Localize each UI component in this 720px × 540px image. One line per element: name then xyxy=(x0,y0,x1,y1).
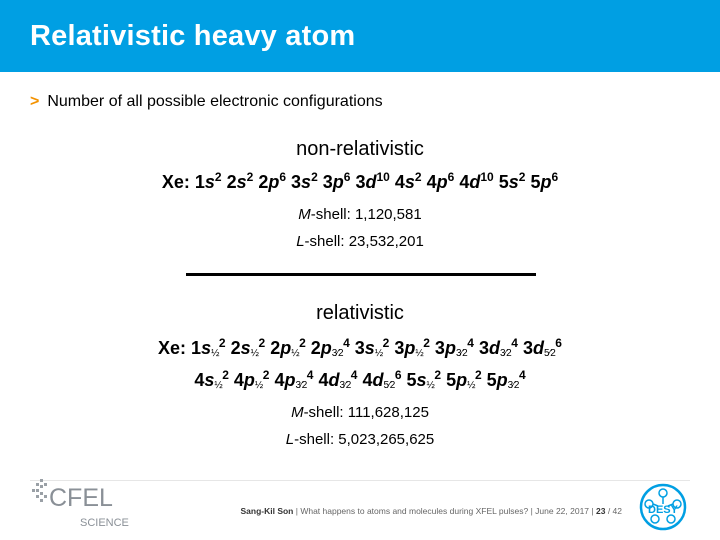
principal-number: 3 xyxy=(322,172,333,192)
angular-momentum: ½ xyxy=(415,348,424,359)
orbital-letter: p xyxy=(268,172,280,192)
orbital-term xyxy=(311,338,350,358)
footer-separator: | xyxy=(528,506,536,516)
orbital-term xyxy=(427,172,455,192)
principal-number: 4 xyxy=(426,172,437,192)
principal-number: 3 xyxy=(355,172,366,192)
orbital-term xyxy=(487,370,526,390)
orbital-term xyxy=(227,172,254,192)
angular-momentum: 3⁄2 xyxy=(339,380,351,391)
orbital-term xyxy=(459,172,493,192)
orbital-term xyxy=(446,370,482,390)
occupation: 2 xyxy=(214,170,222,184)
occupation: 10 xyxy=(480,170,494,184)
orbital-term xyxy=(499,172,526,192)
footer-page-total: / 42 xyxy=(605,506,622,516)
occupation: 2 xyxy=(218,336,226,350)
orbital-term xyxy=(191,338,226,358)
principal-number: 2 xyxy=(226,172,237,192)
rel-l-shell xyxy=(0,431,720,448)
occupation: 4 xyxy=(467,336,474,350)
orbital-term xyxy=(479,338,518,358)
principal-number: 1 xyxy=(194,172,205,192)
orbital-letter: d xyxy=(469,172,481,192)
principal-number: 5 xyxy=(530,172,541,192)
angular-momentum: 3⁄2 xyxy=(455,348,468,359)
orbital-letter: s xyxy=(508,172,519,192)
occupation: 4 xyxy=(343,336,350,350)
orbital-letter: s xyxy=(404,172,415,192)
orbital-letter: s xyxy=(204,172,215,192)
occupation: 2 xyxy=(423,336,430,350)
orbital-letter: p xyxy=(444,338,456,358)
orbital-term xyxy=(270,338,306,358)
orbital-term xyxy=(258,172,286,192)
nonrel-prefix: Xe: xyxy=(161,172,195,192)
occupation: 6 xyxy=(394,368,402,382)
orbital-letter: s xyxy=(301,172,312,192)
l-shell-label: L xyxy=(285,431,295,448)
orbital-letter: p xyxy=(243,370,255,390)
cfel-subtitle: SCIENCE xyxy=(80,517,129,529)
angular-momentum: ½ xyxy=(214,380,223,391)
principal-number: 5 xyxy=(406,370,417,390)
orbital-term xyxy=(523,338,562,358)
section-divider xyxy=(186,273,536,276)
occupation: 2 xyxy=(474,368,482,382)
orbital-letter: s xyxy=(236,172,247,192)
angular-momentum: 5⁄2 xyxy=(543,348,556,359)
occupation: 6 xyxy=(555,336,562,350)
orbital-letter: p xyxy=(436,172,448,192)
orbital-letter: s xyxy=(416,370,427,390)
principal-number: 2 xyxy=(258,172,269,192)
nonrel-l-shell xyxy=(0,233,720,250)
rel-config-line-1 xyxy=(0,338,720,359)
angular-momentum: 3⁄2 xyxy=(507,380,519,391)
chevron-right-icon: > xyxy=(30,93,40,110)
rel-terms-2 xyxy=(194,370,525,390)
occupation: 6 xyxy=(343,170,351,184)
occupation: 4 xyxy=(306,368,314,382)
footer-page: 23 xyxy=(595,506,606,516)
orbital-term xyxy=(407,370,442,390)
occupation: 2 xyxy=(222,368,229,382)
principal-number: 3 xyxy=(522,338,533,358)
l-shell-count: -shell: 23,532,201 xyxy=(304,233,424,250)
angular-momentum: ½ xyxy=(250,348,259,359)
orbital-term xyxy=(355,338,390,358)
orbital-term xyxy=(318,370,357,390)
footer-talk-title: What happens to atoms and molecules during XFEL pulses? xyxy=(300,506,529,516)
occupation: 10 xyxy=(376,170,390,184)
orbital-letter: p xyxy=(540,172,552,192)
angular-momentum: ½ xyxy=(211,348,219,359)
orbital-letter: d xyxy=(532,338,544,358)
angular-momentum: 3⁄2 xyxy=(331,348,344,359)
footer-date: June 22, 2017 xyxy=(535,506,590,516)
principal-number: 4 xyxy=(362,370,373,390)
angular-momentum: 5⁄2 xyxy=(383,380,395,391)
orbital-term xyxy=(274,370,313,390)
orbital-term xyxy=(231,338,266,358)
occupation: 2 xyxy=(311,170,318,184)
m-shell-count: -shell: 1,120,581 xyxy=(310,206,422,223)
orbital-term xyxy=(363,370,402,390)
orbital-term xyxy=(435,338,474,358)
rel-terms-1 xyxy=(191,338,562,358)
occupation: 2 xyxy=(258,336,266,350)
orbital-term xyxy=(530,172,558,192)
orbital-letter: p xyxy=(496,370,508,390)
angular-momentum: ½ xyxy=(426,380,435,391)
slide-header xyxy=(0,0,720,72)
orbital-letter: d xyxy=(328,370,340,390)
principal-number: 5 xyxy=(486,370,497,390)
occupation: 2 xyxy=(518,170,526,184)
m-shell-count: -shell: 111,628,125 xyxy=(303,404,429,421)
footer-separator: | xyxy=(293,506,301,516)
orbital-term xyxy=(195,172,222,192)
angular-momentum: 3⁄2 xyxy=(295,380,307,391)
l-shell-count: -shell: 5,023,265,625 xyxy=(294,431,435,448)
orbital-letter: p xyxy=(320,338,332,358)
rel-config-line-2 xyxy=(0,370,720,391)
angular-momentum: ½ xyxy=(467,380,475,391)
occupation: 6 xyxy=(279,170,287,184)
footer-author: Sang-Kil Son xyxy=(240,506,294,516)
principal-number: 4 xyxy=(274,370,285,390)
principal-number: 2 xyxy=(310,338,321,358)
desy-wordmark: DESY xyxy=(648,504,678,516)
orbital-letter: p xyxy=(280,338,292,358)
rel-m-shell xyxy=(0,404,720,421)
occupation: 2 xyxy=(382,336,390,350)
principal-number: 4 xyxy=(318,370,329,390)
principal-number: 5 xyxy=(498,172,509,192)
principal-number: 3 xyxy=(394,338,405,358)
angular-momentum: ½ xyxy=(291,348,300,359)
orbital-letter: d xyxy=(488,338,500,358)
orbital-term xyxy=(355,172,389,192)
principal-number: 4 xyxy=(394,172,405,192)
occupation: 2 xyxy=(246,170,254,184)
orbital-letter: d xyxy=(372,370,384,390)
orbital-letter: s xyxy=(364,338,375,358)
principal-number: 3 xyxy=(354,338,365,358)
orbital-letter: p xyxy=(456,370,468,390)
footer-separator: | xyxy=(589,506,596,516)
principal-number: 4 xyxy=(459,172,470,192)
occupation: 2 xyxy=(414,170,422,184)
orbital-letter: s xyxy=(201,338,212,358)
bullet-item xyxy=(30,93,383,111)
occupation: 6 xyxy=(447,170,455,184)
orbital-term xyxy=(323,172,351,192)
principal-number: 3 xyxy=(291,172,302,192)
nonrel-config xyxy=(0,172,720,193)
principal-number: 5 xyxy=(446,370,457,390)
rel-prefix: Xe: xyxy=(158,338,192,358)
angular-momentum: ½ xyxy=(254,380,263,391)
principal-number: 3 xyxy=(478,338,489,358)
occupation: 2 xyxy=(262,368,270,382)
principal-number: 3 xyxy=(434,338,445,358)
l-shell-label: L xyxy=(296,233,305,250)
nonrel-heading: non-relativistic xyxy=(296,138,424,160)
orbital-term xyxy=(291,172,318,192)
desy-logo xyxy=(638,482,688,532)
slide-title: Relativistic heavy atom xyxy=(30,20,356,52)
occupation: 4 xyxy=(511,336,518,350)
cfel-wordmark: CFEL xyxy=(49,484,113,512)
occupation: 4 xyxy=(518,368,526,382)
m-shell-label: M xyxy=(298,206,311,223)
principal-number: 1 xyxy=(191,338,202,358)
orbital-term xyxy=(394,338,430,358)
orbital-letter: s xyxy=(204,370,215,390)
angular-momentum: 3⁄2 xyxy=(499,348,512,359)
occupation: 4 xyxy=(350,368,358,382)
occupation: 2 xyxy=(299,336,306,350)
principal-number: 4 xyxy=(233,370,244,390)
rel-heading: relativistic xyxy=(316,302,404,324)
orbital-term xyxy=(194,370,229,390)
orbital-letter: p xyxy=(404,338,416,358)
occupation: 2 xyxy=(434,368,442,382)
orbital-letter: p xyxy=(332,172,344,192)
bullet-text: Number of all possible electronic configurations xyxy=(47,93,383,110)
angular-momentum: ½ xyxy=(374,348,383,359)
orbital-letter: s xyxy=(240,338,251,358)
occupation: 6 xyxy=(551,170,559,184)
m-shell-label: M xyxy=(291,404,304,421)
principal-number: 2 xyxy=(270,338,281,358)
orbital-term xyxy=(395,172,422,192)
principal-number: 4 xyxy=(194,370,205,390)
orbital-term xyxy=(234,370,270,390)
orbital-letter: p xyxy=(284,370,296,390)
principal-number: 2 xyxy=(230,338,241,358)
nonrel-m-shell xyxy=(0,206,720,223)
nonrel-terms xyxy=(195,172,558,192)
footer-meta xyxy=(240,506,622,516)
orbital-letter: d xyxy=(365,172,377,192)
cfel-logo xyxy=(30,478,140,532)
